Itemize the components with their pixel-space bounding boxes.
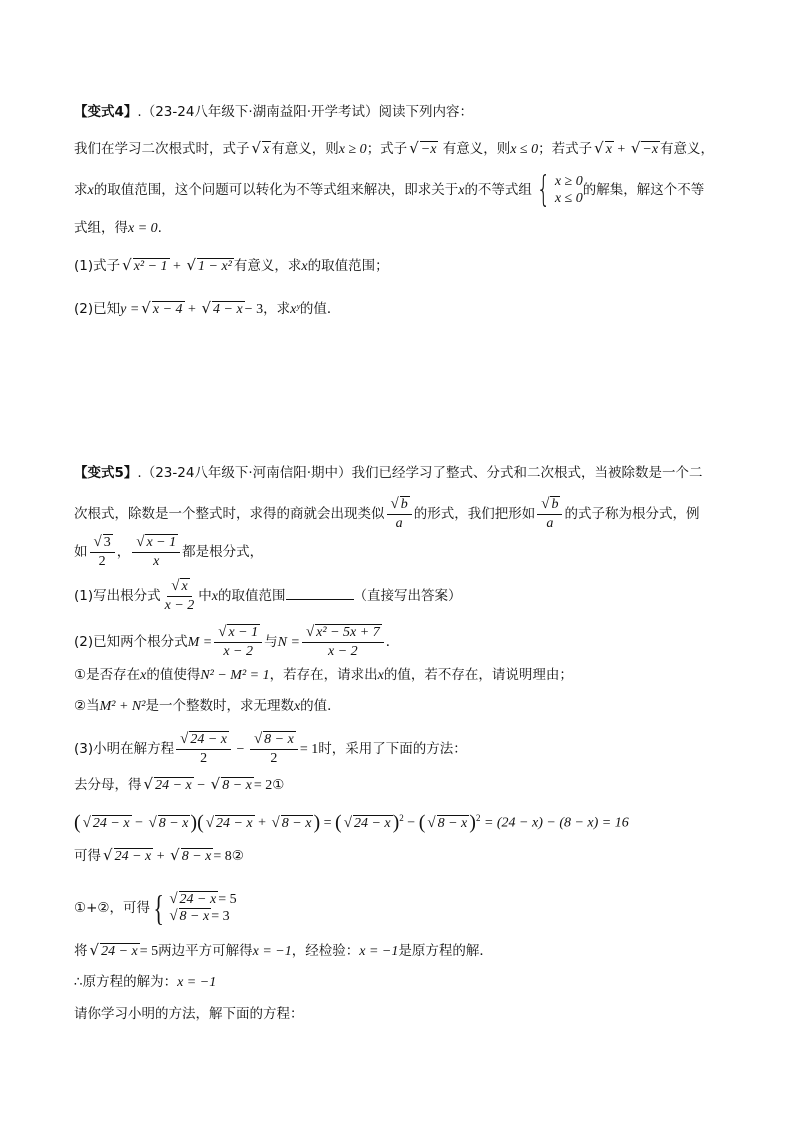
- text: ；式子: [366, 141, 408, 157]
- text: 去分母，得: [74, 777, 142, 793]
- text: 有意义，: [660, 141, 715, 157]
- text: ①是否存在: [74, 667, 141, 683]
- v5-step-5: [74, 941, 493, 961]
- text: 有意义，则: [442, 141, 511, 157]
- text: 两边平方可解得: [158, 943, 253, 959]
- text: (2)已知: [74, 301, 121, 317]
- eq-1: = 1: [299, 742, 319, 757]
- var-x: x: [140, 668, 147, 683]
- text: 的取值范围，这个问题可以转化为不等式组来解决，即求关于: [93, 182, 459, 198]
- den-a: a: [395, 516, 403, 531]
- v5-step-3: 可得 √ 24 − x + √ 8 − x = 8②: [74, 846, 244, 864]
- radical-sign: √: [201, 299, 211, 317]
- text: (3)小明在解方程: [74, 741, 175, 757]
- fraction: $\frac{√ x}{x - 2}$: [164, 578, 195, 613]
- radical-sign: √: [170, 846, 180, 864]
- text: 可得: [74, 848, 101, 864]
- text: （直接写出答案）: [353, 588, 462, 604]
- v5-tag: 【变式5】: [74, 465, 138, 481]
- text: 的不等式组: [464, 182, 532, 198]
- v5-step-1: 去分母，得 √ 24 − x − √ 8 − x = 2①: [74, 775, 285, 793]
- var-x: x: [293, 699, 301, 714]
- var-x: x: [301, 259, 308, 274]
- text: 的取值范围: [218, 588, 286, 604]
- sqrt-3: 3: [103, 535, 111, 550]
- v4-question-2: (2)已知y = √ x − 4 + √ 4 − x − 3，求xʸ的值．: [74, 299, 341, 317]
- var-x: x: [458, 183, 465, 198]
- text: 的取值范围；: [307, 258, 389, 274]
- text: ∴原方程的解为：: [74, 974, 178, 990]
- x-eq-0: x = 0: [128, 221, 158, 236]
- v5-sub-2: [74, 697, 341, 716]
- den-x-minus-2: x − 2: [223, 644, 254, 659]
- radical-sign: √: [122, 256, 132, 274]
- radical-sign: √: [143, 775, 154, 793]
- radical-sign: √: [89, 941, 100, 959]
- sqrt-8-x: 8 − x: [222, 778, 252, 793]
- text: 中: [198, 588, 212, 604]
- x-pow-y: xʸ: [290, 302, 300, 317]
- text: ．: [385, 634, 400, 650]
- var-x: x: [87, 183, 94, 198]
- sqrt-8-x: 8 − x: [179, 909, 210, 924]
- x-ge-0: x ≥ 0: [338, 142, 367, 157]
- text: 如: [74, 544, 88, 560]
- label-1: ①: [272, 777, 285, 793]
- den-2: 2: [270, 751, 278, 766]
- fraction: $\frac{√ x - 1}{x}$: [132, 534, 180, 570]
- radical-sign: √: [103, 846, 113, 864]
- fraction: $\frac{\text{√ x² − 5x + 7}}{x - 2}$: [302, 624, 384, 660]
- sqrt-24-x: 24 − x: [92, 815, 130, 831]
- v4-line-3: [74, 169, 705, 210]
- sqrt-24-x: 24 − x: [353, 815, 391, 831]
- text: 的解集，解这个不等: [582, 182, 705, 198]
- text: 时，采用了下面的方法：: [318, 741, 467, 757]
- text: 与: [264, 634, 278, 650]
- fraction: $\frac{√ b}{a}$: [387, 496, 412, 532]
- v5-line-2: [74, 496, 699, 532]
- eq-2: = 2: [253, 778, 273, 793]
- sqrt-expr: 1 − x²: [198, 259, 232, 274]
- x-eq-neg1: x = −1: [359, 944, 399, 959]
- sqrt-24-x: 24 − x: [190, 732, 228, 747]
- eq-8: = 8: [213, 849, 232, 864]
- var-x: x: [211, 589, 219, 604]
- fraction: $\frac{√ 24 - x}{2}$: [176, 731, 231, 767]
- v5-question-1: [74, 578, 462, 614]
- den-x-minus-2: x − 2: [327, 644, 358, 659]
- sqrt-expr: x − 4: [152, 302, 183, 317]
- v5-question-3: (3)小明在解方程 $\frac{√ 24 - x}{2}$ − $\frac{√ 8 - x}{2}$ = 1时，采用了下面的方法：: [74, 731, 467, 766]
- equation: N² − M² = 1: [200, 668, 270, 683]
- fraction: $\frac{√ 3}{2}$: [90, 534, 115, 570]
- x-eq-neg1: x = −1: [177, 975, 217, 990]
- text: 的式子称为根分式，例: [564, 506, 700, 522]
- text: 求: [74, 182, 88, 198]
- v5-step-6: [74, 973, 216, 992]
- text: 的值使得: [146, 667, 201, 683]
- radical-sign: √: [141, 299, 151, 317]
- sqrt-x: x: [181, 579, 188, 594]
- eq-5: = 5: [139, 944, 159, 959]
- sqrt-b: b: [400, 497, 408, 512]
- text: 我们在学习二次根式时，式子: [74, 141, 250, 157]
- x-eq-neg1: x = −1: [252, 944, 292, 959]
- sqrt-24-x: 24 − x: [179, 892, 217, 907]
- v5-sub-1: [74, 666, 573, 685]
- v5-line-1: .（23-24八年级下·河南信阳·期中）我们已经学习了整式、分式和二次根式，当被除数是一个二: [137, 465, 703, 481]
- v5-step-4: [74, 890, 237, 926]
- text: 的值．: [300, 698, 341, 714]
- v4-question-1: (1)式子 √ x² − 1 + √ 1 − x² 有意义，求x的取值范围；: [74, 256, 389, 274]
- text: ②当: [74, 698, 100, 714]
- sqrt-8-x: 8 − x: [158, 815, 189, 831]
- text: 都是根分式，: [182, 544, 264, 560]
- den-2: 2: [200, 751, 208, 766]
- sqrt-24-x: 24 − x: [114, 849, 152, 864]
- text: 是一个整数时，求无理数: [145, 698, 294, 714]
- sqrt-expr: 4 − x: [213, 302, 243, 317]
- sqrt-8-x: 8 − x: [281, 815, 312, 831]
- radical-sign: √: [409, 139, 419, 157]
- sqrt-b: b: [551, 497, 559, 512]
- radical-sign: √: [251, 139, 262, 157]
- text: ①+②，可得: [74, 900, 151, 916]
- v5-step-2-identity: ( √ 24 − x − √ 8 − x )( √ 24 − x + √ 8 − x ) = ( √ 24 − x )$^2$ − ( √ 8 − x )$^2$ = (24 − x) − (8 − x) = 16: [74, 811, 629, 834]
- expression: M² + N²: [99, 699, 146, 714]
- sys-row: x ≤ 0: [554, 191, 583, 206]
- sqrt-8-x: 8 − x: [437, 815, 468, 831]
- fraction: $\frac{√ x - 1}{x - 2}$: [214, 624, 262, 660]
- v5-question-2: [74, 624, 399, 660]
- sqrt-neg-x: −x: [642, 142, 659, 157]
- sqrt-24-x: 24 − x: [101, 944, 138, 959]
- text: ，求: [263, 301, 291, 317]
- v4-tag: 【变式4】: [74, 104, 138, 120]
- sqrt-24-x: 24 − x: [155, 778, 192, 793]
- fraction: $\frac{√ 8 - x}{2}$: [250, 731, 298, 767]
- sqrt-neg-x: −x: [420, 142, 437, 157]
- radical-sign: √: [186, 256, 197, 274]
- sqrt-8-x: 8 − x: [181, 849, 212, 864]
- equation-system: { √ 24 − x = 5 √ 8 − x = 3: [153, 888, 237, 928]
- text: (1)式子: [74, 258, 121, 274]
- text: (2)已知两个根分式: [74, 634, 188, 650]
- den-x: x: [153, 554, 160, 569]
- sqrt-24-x: 24 − x: [215, 815, 253, 831]
- text: 是原方程的解．: [398, 943, 493, 959]
- text: 将: [74, 943, 88, 959]
- text: 次根式，除数是一个整式时，求得的商就会出现类似: [74, 506, 385, 522]
- radical-sign: √: [594, 139, 604, 157]
- v5-step-7: [74, 1005, 304, 1023]
- label-2: ②: [231, 848, 244, 864]
- sqrt-expr: x² − 1: [133, 259, 168, 274]
- text: ；若式子: [538, 141, 593, 157]
- text: 式组，得: [74, 220, 128, 236]
- sqrt-quadratic: x² − 5x + 7: [316, 625, 380, 640]
- inequality-system: { x ≥ 0 x ≤ 0: [536, 169, 583, 210]
- v4-source: .（23-24八年级下·湖南益阳·开学考试）阅读下列内容：: [137, 104, 474, 120]
- den-2: 2: [98, 554, 106, 569]
- radical-sign: √: [630, 139, 641, 157]
- text: ，若存在，请求出: [269, 667, 378, 683]
- text: (1)写出根分式: [74, 588, 161, 604]
- text: .: [157, 220, 162, 236]
- sqrt-x-minus-1: x − 1: [146, 535, 177, 550]
- text: 的值，若不存在，请说明理由；: [383, 667, 573, 683]
- var-x: x: [377, 668, 384, 683]
- v4-line-2: 我们在学习二次根式时，式子 √ x 有意义，则x ≥ 0；式子 √ −x 有意义，则x ≤ 0；若式子 √ x + √ −x 有意义，: [74, 139, 715, 157]
- N-eq: N =: [277, 635, 300, 650]
- eq-3: = 3: [211, 909, 230, 924]
- sqrt-x-minus-1: x − 1: [228, 625, 259, 640]
- sqrt-8-x: 8 − x: [264, 732, 294, 747]
- x-le-0: x ≤ 0: [510, 142, 539, 157]
- v5-line-3: [74, 534, 263, 570]
- minus-3: − 3: [244, 302, 264, 317]
- y-eq: y =: [120, 302, 140, 317]
- text: 有意义，则: [271, 141, 339, 157]
- den-a: a: [546, 516, 554, 531]
- sqrt-x: x: [263, 142, 270, 157]
- text: 请你学习小明的方法，解下面的方程：: [74, 1006, 304, 1022]
- identity-rhs: = (24 − x) − (8 − x) = 16: [483, 815, 629, 831]
- M-eq: M =: [187, 635, 213, 650]
- text: 的值．: [299, 301, 341, 317]
- text: 有意义，求: [233, 258, 302, 274]
- radical-sign: √: [210, 775, 221, 793]
- text: 的形式，我们把形如: [413, 506, 536, 522]
- sqrt-x: x: [605, 142, 612, 157]
- v4-heading: [74, 103, 473, 121]
- text: ，: [116, 544, 131, 560]
- fraction: $\frac{√ b}{a}$: [537, 496, 562, 532]
- answer-blank[interactable]: [286, 585, 354, 600]
- eq-5: = 5: [218, 892, 237, 907]
- v4-line-4: [74, 219, 162, 238]
- v5-heading: [74, 464, 703, 482]
- den-x-minus-2: x − 2: [164, 598, 195, 613]
- sys-row: x ≥ 0: [554, 174, 583, 189]
- text: ，经检验：: [291, 943, 360, 959]
